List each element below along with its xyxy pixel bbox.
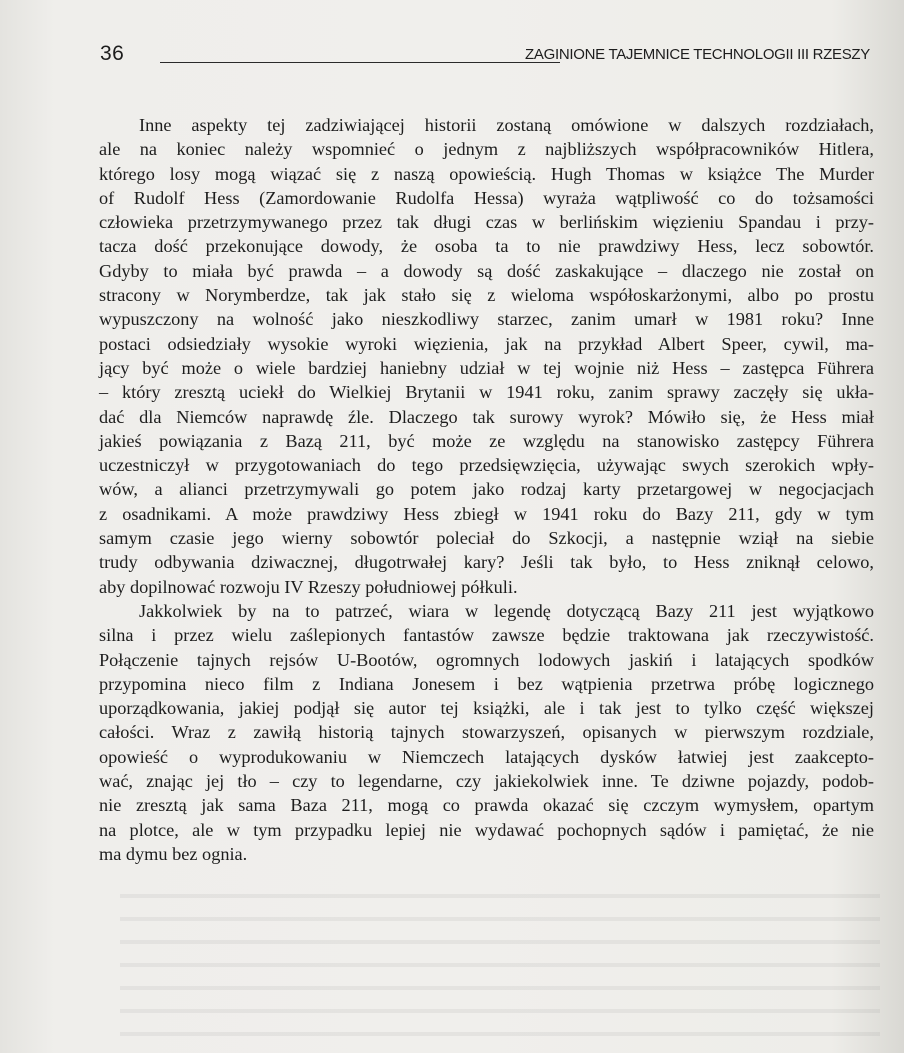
text-line: z osadnikami. A może prawdziwy Hess zbiegł w 1941 roku do Bazy 211, gdy w tym xyxy=(99,503,874,524)
text-line: postaci odsiedziały wysokie wyroki więzienia, jak na przykład Albert Speer, cywil, ma- xyxy=(99,333,874,354)
text-line: tacza dość przekonujące dowody, że osoba ta to nie prawdziwy Hess, lecz sobowtór. xyxy=(99,236,874,257)
paragraph-2 xyxy=(99,599,874,866)
text-line: człowieka przetrzymywanego przez tak długi czas w berlińskim więzieniu Spandau i przy- xyxy=(99,212,874,233)
text-line: wypuszczony na wolność jako nieszkodliwy starzec, zanim umarł w 1981 roku? Inne xyxy=(99,309,874,330)
text-line: którego losy mogą wiązać się z naszą opowieścią. Hugh Thomas w książce The Murder xyxy=(99,163,874,184)
text-line: wać, znając jej tło – czy to legendarne, czy jakiekolwiek inne. Te dziwne pojazdy, podob- xyxy=(99,771,874,792)
text-line: jący być może o wiele bardziej haniebny udział w tej wojnie niż Hess – zastępca Führera xyxy=(99,357,874,378)
text-line: na plotce, ale w tym przypadku lepiej nie wydawać pochopnych sądów i pamiętać, że nie xyxy=(99,819,874,840)
text-line: samym czasie jego wierny sobowtór poleciał do Szkocji, a następnie wziął na siebie xyxy=(99,528,874,549)
text-line: silna i przez wielu zaślepionych fantastów zawsze będzie traktowana jak rzeczywistość. xyxy=(99,625,874,646)
text-line: aby dopilnować rozwoju IV Rzeszy południowej półkuli. xyxy=(99,576,518,597)
text-line: jakieś powiązania z Bazą 211, być może ze względu na stanowisko zastępcy Führera xyxy=(99,430,874,451)
header-rule xyxy=(160,62,560,63)
text-line: Połączenie tajnych rejsów U-Bootów, ogromnych lodowych jaskiń i latających spodków xyxy=(99,649,874,670)
text-line: ma dymu bez ognia. xyxy=(99,843,248,864)
text-line: całości. Wraz z zawiłą historią tajnych stowarzyszeń, opisanych w pierwszym rozdziale, xyxy=(99,722,874,743)
text-line: of Rudolf Hess (Zamordowanie Rudolfa Hessa) wyraża wątpliwość co do tożsamości xyxy=(99,187,874,208)
page-number: 36 xyxy=(100,42,125,65)
text-line: stracony w Norymberdze, tak jak stało się z wieloma współoskarżonymi, albo po prostu xyxy=(99,285,874,306)
text-line: dać dla Niemców naprawdę źle. Dlaczego tak surowy wyrok? Mówiło się, że Hess miał xyxy=(99,406,874,427)
text-line: – który zresztą uciekł do Wielkiej Brytanii w 1941 roku, zanim sprawy zaczęły się ukła- xyxy=(99,382,874,403)
running-title: ZAGINIONE TAJEMNICE TECHNOLOGII III RZESZY xyxy=(525,46,870,63)
text-line: Jakkolwiek by na to patrzeć, wiara w legendę dotyczącą Bazy 211 jest wyjątkowo xyxy=(139,600,874,621)
text-line: uczestniczył w przygotowaniach do tego przedsięwzięcia, używając swych szerokich wpły- xyxy=(99,455,874,476)
text-line: przypomina nieco film z Indiana Jonesem i bez wątpienia przetrwa próbę logicznego xyxy=(99,673,874,694)
bleed-through-text xyxy=(120,880,880,1050)
paragraph-1 xyxy=(99,113,874,599)
text-line: nie zresztą jak sama Baza 211, mogą co prawda okazać się czczym wymysłem, opartym xyxy=(99,795,874,816)
text-line: trudy odbywania dziwacznej, długotrwałej kary? Jeśli tak było, to Hess zniknął celowo, xyxy=(99,552,874,573)
text-line: Gdyby to miała być prawda – a dowody są dość zaskakujące – dlaczego nie został on xyxy=(99,260,874,281)
text-line: wów, a alianci przetrzymywali go potem jako rodzaj karty przetargowej w negocjacjach xyxy=(99,479,874,500)
body-text xyxy=(99,113,874,866)
page-header xyxy=(100,38,870,68)
text-line: ale na koniec należy wspomnieć o jednym z najbliższych współpracowników Hitlera, xyxy=(99,139,874,160)
text-line: Inne aspekty tej zadziwiającej historii zostaną omówione w dalszych rozdziałach, xyxy=(139,115,874,135)
text-line: opowieść o wyprodukowaniu w Niemczech latających dysków łatwiej jest zaakcepto- xyxy=(99,746,874,767)
text-line: uporządkowania, jakiej podjął się autor tej książki, ale i tak jest to tylko część większej xyxy=(99,698,874,719)
